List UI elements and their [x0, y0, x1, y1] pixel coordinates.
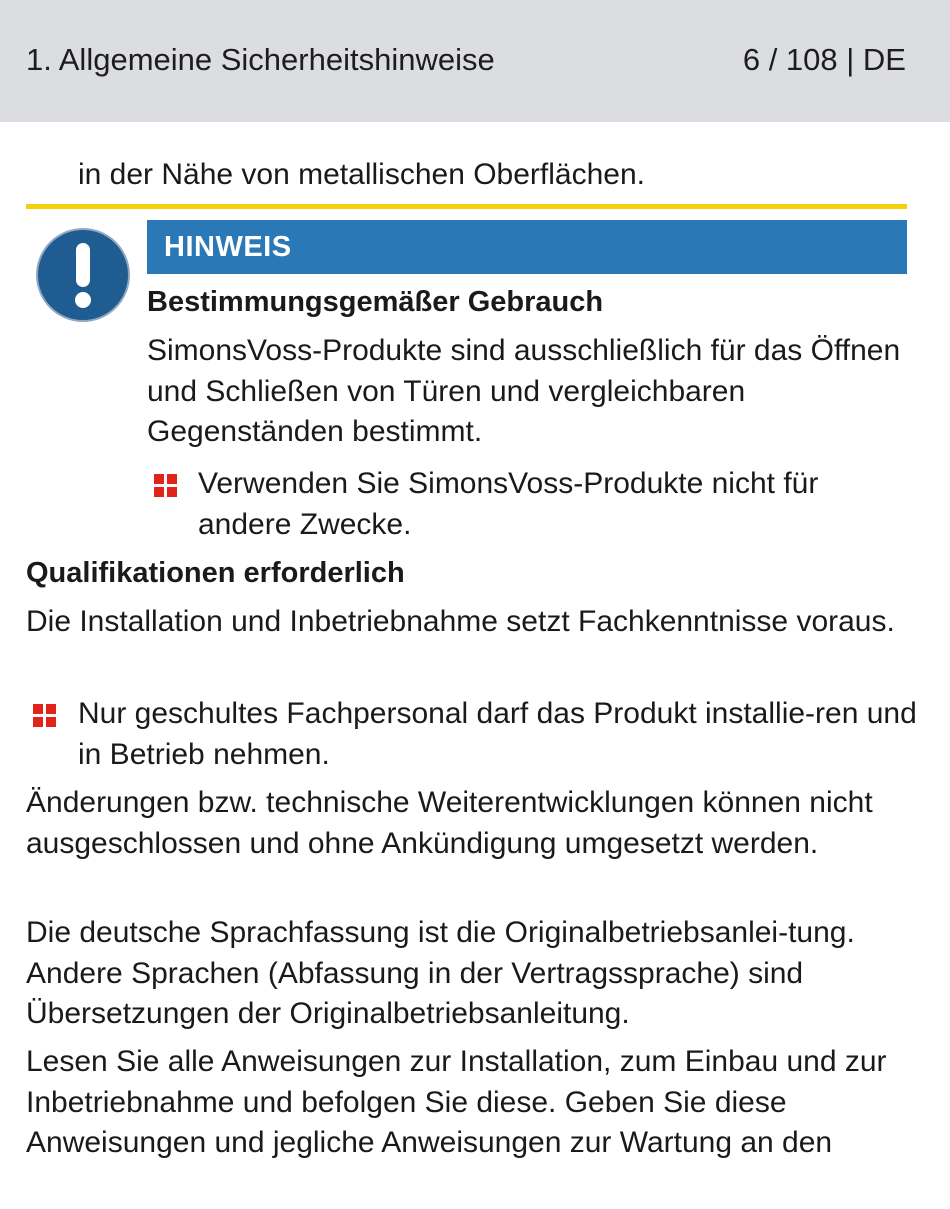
chapter-title: 1. Allgemeine Sicherheitshinweise — [26, 42, 495, 77]
paragraph: Die deutsche Sprachfassung ist die Originalbetriebsanlei-tung. Andere Sprachen (Abfassung in der Vertragssprache) sind Übersetzungen der Originalbetriebsanleitung. — [26, 916, 855, 1030]
notice-subtitle: Bestimmungsgemäßer Gebrauch — [147, 286, 604, 318]
qualification-bullet-text: Nur geschultes Fachpersonal darf das Produkt installie-ren und in Betrieb nehmen. — [78, 697, 917, 771]
bullet-icon — [154, 474, 178, 498]
exclamation-circle-icon — [35, 227, 131, 323]
qualification-heading: Qualifikationen erforderlich — [26, 557, 405, 589]
notice-label-bar — [147, 220, 907, 274]
bullet-icon — [33, 704, 57, 728]
notice-divider — [26, 204, 907, 209]
paragraph: Lesen Sie alle Anweisungen zur Installation, zum Einbau und zur Inbetriebnahme und befolgen Sie diese. Geben Sie diese Anweisungen und jegliche Anweisungen zur Wartung an den — [26, 1045, 887, 1159]
notice-label: HINWEIS — [164, 231, 292, 263]
notice-body: SimonsVoss-Produkte sind ausschließlich für das Öffnen und Schließen von Türen und vergleichbaren Gegenständen bestimmt. — [147, 334, 901, 448]
qualification-body: Die Installation und Inbetriebnahme setzt Fachkenntnisse voraus. — [26, 605, 895, 638]
continuation-text: in der Nähe von metallischen Oberflächen. — [78, 158, 645, 191]
paragraph: Änderungen bzw. technische Weiterentwicklungen können nicht ausgeschlossen und ohne Ankündigung umgesetzt werden. — [26, 786, 873, 860]
page-header — [0, 0, 950, 122]
page-number: 6 / 108 | DE — [742, 42, 906, 77]
notice-bullet-text: Verwenden Sie SimonsVoss-Produkte nicht für andere Zwecke. — [198, 467, 819, 541]
